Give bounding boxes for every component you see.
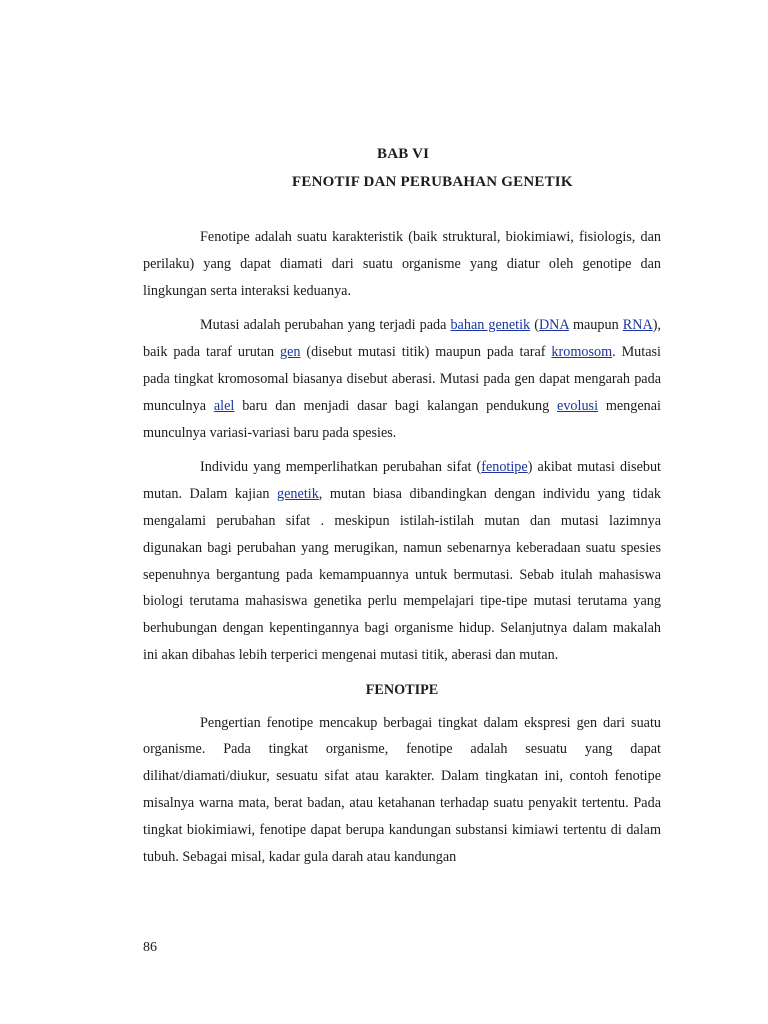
paragraph-pengertian-fenotipe: Pengertian fenotipe mencakup berbagai tingkat dalam ekspresi gen dari suatu organisme. Pada tingkat organisme, fenotipe adalah sesuatu yang dapat dilihat/diamati/diukur, sesuatu sifat atau karakter. Dalam tingkatan ini, contoh fenotipe misalnya warna mata, berat badan, atau ketahanan terhadap suatu penyakit tertentu. Pada tingkat biokimiawi, fenotipe dapat berupa kandungan substansi kimiawi tertentu di dalam tubuh. Sebagai misal, kadar gula darah atau kandungan [143, 714, 661, 865]
paragraph-fenotipe-definition: Fenotipe adalah suatu karakteristik (baik struktural, biokimiawi, fisiologis, dan perilaku) yang dapat diamati dari suatu organisme yang diatur oleh genotipe dan lingkungan serta interaksi keduanya. [143, 229, 661, 299]
chapter-number: BAB VI [377, 146, 430, 162]
text-segment: ( [530, 317, 539, 334]
text-segment: . Mutasi pada tingkat kromosomal biasanya disebut aberasi. Mutasi pada gen dapat mengarah pada munculnya [143, 344, 661, 414]
link-rna[interactable]: RNA [622, 317, 653, 334]
text-segment: (disebut mutasi titik) maupun pada taraf [300, 344, 552, 361]
link-gen[interactable]: gen [280, 344, 301, 361]
text-segment: , mutan biasa dibandingkan dengan individu yang tidak mengalami perubahan sifat . meskipun istilah-istilah mutan dan mutasi lazimnya digunakan bagi perubahan yang merugikan, namun sebenarnya keberadaan suatu spesies sepenuhnya bergantung pada kemampuannya untuk bermutasi. Sebab itulah mahasiswa biologi terutama mahasiswa genetika perlu mempelajari tipe-tipe mutasi terutama yang berhubungan dengan kepentingannya bagi organisme hidup. Selanjutnya dalam makalah ini akan dibahas lebih terperici mengenai mutasi titik, aberasi dan mutan. [143, 486, 661, 663]
text-segment: maupun [568, 317, 623, 334]
link-kromosom[interactable]: kromosom [551, 344, 613, 361]
text-segment: Individu yang memperlihatkan perubahan sifat ( [200, 459, 482, 476]
link-bahan-genetik[interactable]: bahan genetik [450, 317, 531, 334]
link-dna[interactable]: DNA [538, 317, 569, 334]
text-segment: ) akibat mutasi disebut mutan. Dalam kajian [143, 459, 661, 503]
link-evolusi[interactable]: evolusi [557, 397, 599, 414]
link-fenotipe[interactable]: fenotipe [481, 459, 528, 476]
page-number: 86 [143, 940, 157, 955]
section-heading-fenotipe: FENOTIPE [365, 681, 439, 698]
chapter-title: FENOTIF DAN PERUBAHAN GENETIK [292, 174, 573, 190]
body-text [143, 224, 661, 878]
text-segment: ), baik pada taraf urutan [143, 317, 661, 361]
link-alel[interactable]: alel [213, 397, 235, 414]
paragraph-mutan [143, 454, 661, 668]
text-segment: Mutasi adalah perubahan yang terjadi pada [200, 317, 451, 334]
text-segment: mengenai munculnya variasi-variasi baru pada spesies. [143, 397, 661, 441]
text-segment: baru dan menjadi dasar bagi kalangan pendukung [234, 397, 558, 414]
link-genetik[interactable]: genetik [277, 486, 319, 503]
paragraph-mutasi-definition [143, 312, 661, 446]
